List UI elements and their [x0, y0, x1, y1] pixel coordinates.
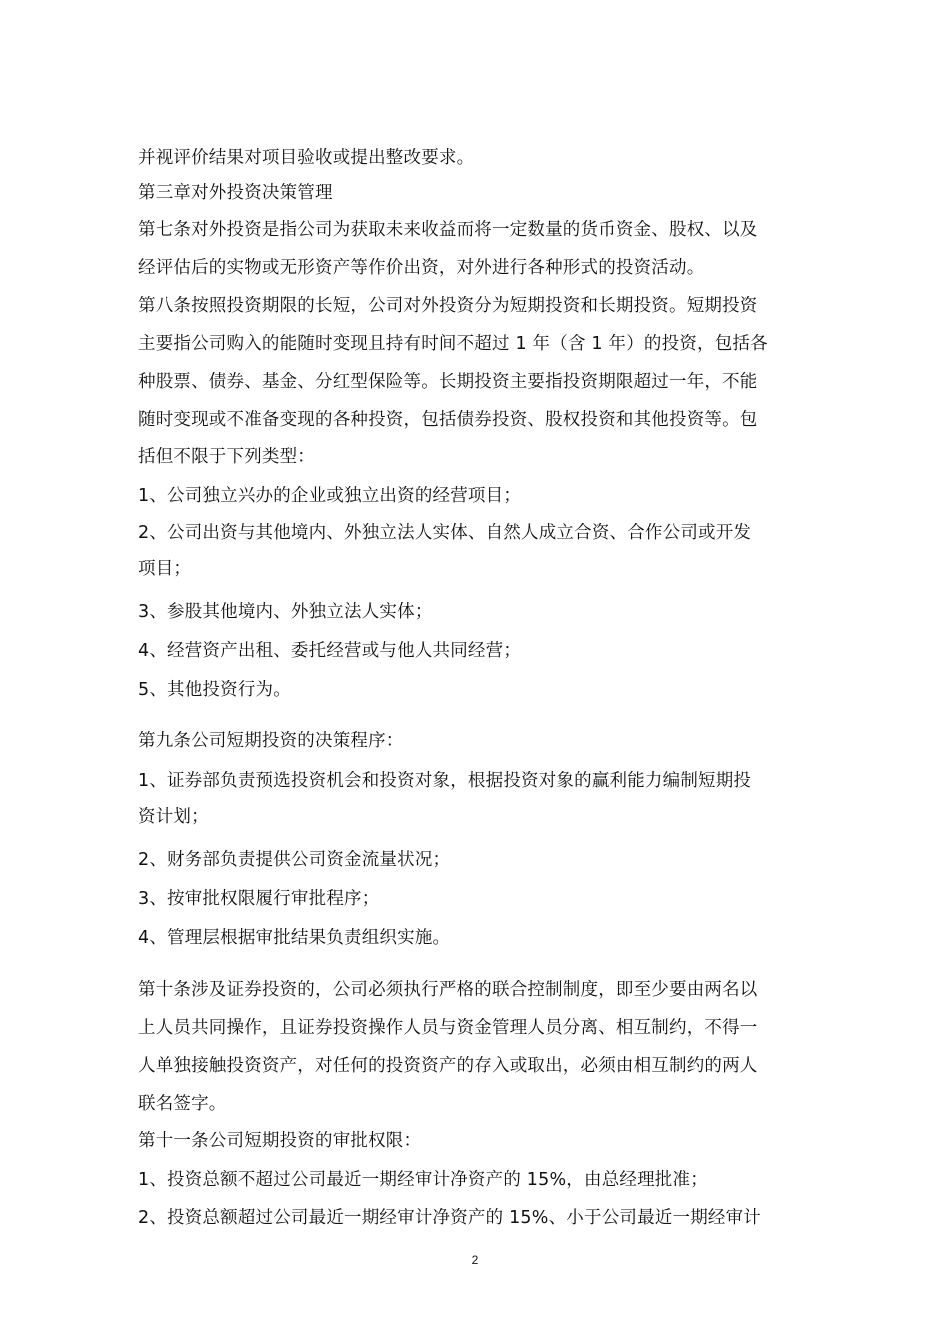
list-item: 2、投资总额超过公司最近一期经审计净资产的 15%、小于公司最近一期经审计: [138, 1208, 761, 1228]
text-line: 第八条按照投资期限的长短，公司对外投资分为短期投资和长期投资。短期投资: [138, 296, 758, 316]
text-line: 人单独接触投资资产，对任何的投资资产的存入或取出，必须由相互制约的两人: [138, 1056, 758, 1076]
list-item-continued: 资计划；: [138, 807, 209, 827]
text-line: 第十一条公司短期投资的审批权限：: [138, 1131, 422, 1151]
list-item: 1、公司独立兴办的企业或独立出资的经营项目；: [138, 486, 522, 506]
list-item: 2、公司出资与其他境内、外独立法人实体、自然人成立合资、合作公司或开发: [138, 523, 752, 543]
text-line: 并视评价结果对项目验收或提出整改要求。: [138, 148, 475, 168]
text-line: 第七条对外投资是指公司为获取未来收益而将一定数量的货币资金、股权、以及: [138, 220, 758, 240]
list-item: 4、经营资产出租、委托经营或与他人共同经营；: [138, 641, 522, 661]
list-item-continued: 项目；: [138, 559, 192, 579]
text-line: 第十条涉及证券投资的，公司必须执行严格的联合控制制度，即至少要由两名以: [138, 980, 758, 1000]
page-number: 2: [471, 1253, 479, 1267]
list-item: 2、财务部负责提供公司资金流量状况；: [138, 850, 451, 870]
text-line: 随时变现或不准备变现的各种投资，包括债券投资、股权投资和其他投资等。包: [138, 410, 758, 430]
list-item: 3、按审批权限履行审批程序；: [138, 889, 380, 909]
text-line: 经评估后的实物或无形资产等作价出资，对外进行各种形式的投资活动。: [138, 258, 705, 278]
list-item: 5、其他投资行为。: [138, 680, 291, 700]
text-line: 上人员共同操作，且证券投资操作人员与资金管理人员分离、相互制约，不得一: [138, 1018, 758, 1038]
text-line: 种股票、债券、基金、分红型保险等。长期投资主要指投资期限超过一年，不能: [138, 372, 758, 392]
list-item: 1、证券部负责预选投资机会和投资对象，根据投资对象的赢利能力编制短期投: [138, 771, 752, 791]
list-item: 4、管理层根据审批结果负责组织实施。: [138, 928, 451, 948]
text-line: 主要指公司购入的能随时变现且持有时间不超过 1 年（含 1 年）的投资，包括各: [138, 334, 768, 354]
text-line: 括但不限于下列类型：: [138, 447, 315, 467]
chapter-heading: 第三章对外投资决策管理: [138, 183, 333, 203]
list-item: 3、参股其他境内、外独立法人实体；: [138, 602, 433, 622]
list-item: 1、投资总额不超过公司最近一期经审计净资产的 15%，由总经理批准；: [138, 1170, 708, 1190]
text-line: 第九条公司短期投资的决策程序：: [138, 731, 404, 751]
text-line: 联名签字。: [138, 1094, 227, 1114]
